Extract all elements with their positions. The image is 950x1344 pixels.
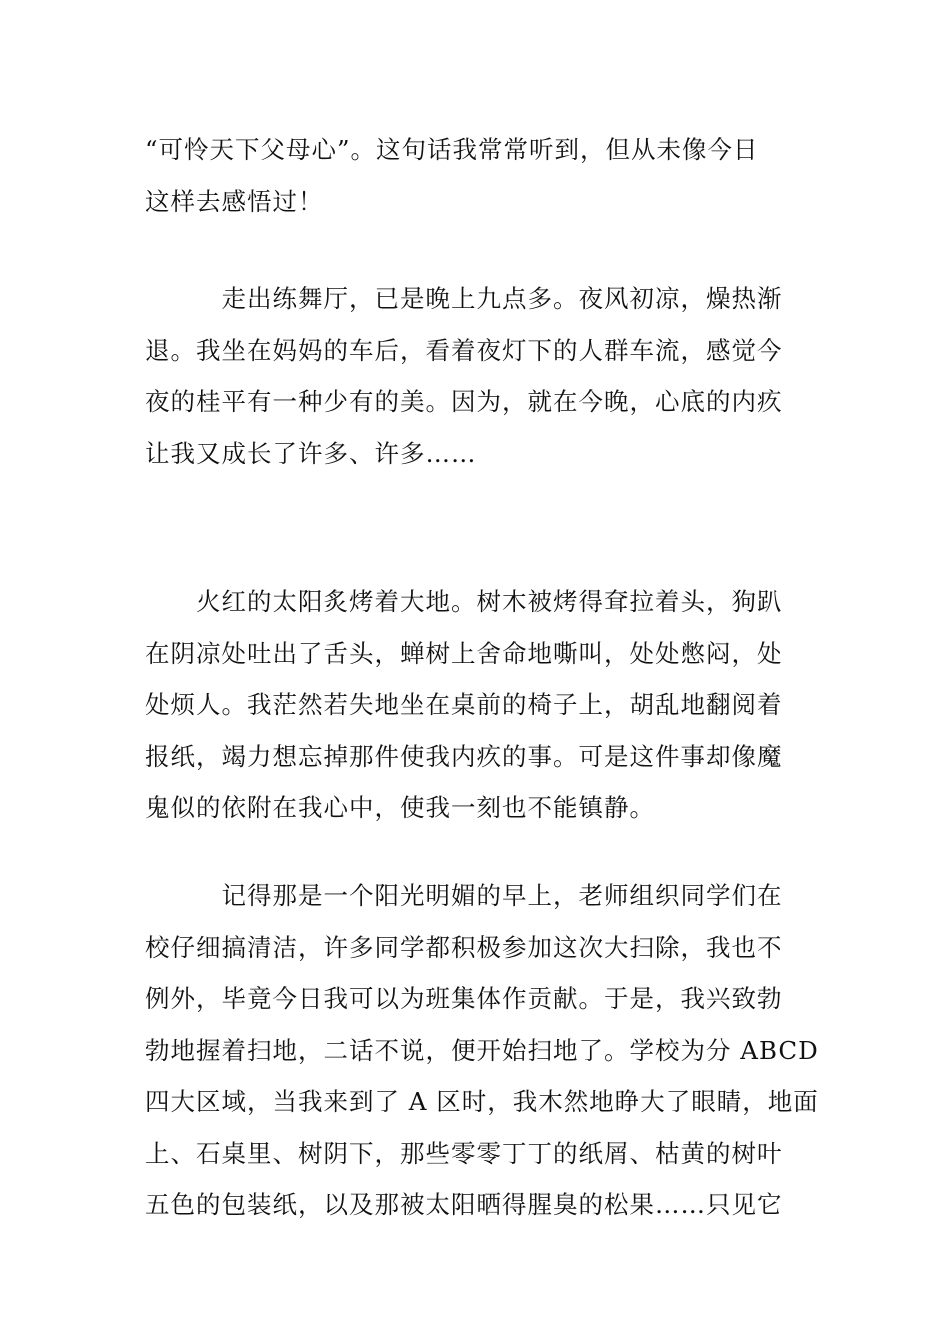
- paragraph-line: 记得那是一个阳光明媚的早上，老师组织同学们在: [145, 881, 783, 910]
- paragraph-line: 处烦人。我茫然若失地坐在桌前的椅子上，胡乱地翻阅着: [145, 690, 783, 719]
- paragraph-line: 四大区域，当我来到了 A 区时，我木然地睁大了眼睛，地面: [145, 1087, 819, 1116]
- paragraph-line: 在阴凉处吐出了舌头，蝉树上舍命地嘶叫，处处憋闷，处: [145, 638, 783, 668]
- paragraph-2: [145, 273, 783, 479]
- paragraph-line: 鬼似的依附在我心中，使我一刻也不能镇静。: [145, 793, 655, 822]
- paragraph-line: 校仔细搞清洁，许多同学都积极参加这次大扫除，我也不: [145, 932, 783, 962]
- paragraph-line: 走出练舞厅，已是晚上九点多。夜风初凉，燥热渐: [145, 284, 783, 313]
- paragraph-line: 让我又成长了许多、许多……: [145, 438, 477, 468]
- paragraph-4: [145, 870, 819, 1231]
- paragraph-1: [145, 124, 759, 227]
- paragraph-3: [145, 576, 783, 834]
- paragraph-line: 五色的包装纸，以及那被太阳晒得腥臭的松果……只见它: [145, 1190, 783, 1219]
- paragraph-line: 这样去感悟过！: [145, 186, 324, 216]
- paragraph-line: 勃地握着扫地，二话不说，便开始扫地了。学校为分 ABCD: [145, 1035, 819, 1065]
- paragraph-line: 报纸，竭力想忘掉那件使我内疚的事。可是这件事却像魔: [145, 741, 783, 771]
- paragraph-line: 火红的太阳炙烤着大地。树木被烤得耷拉着头，狗趴: [145, 587, 783, 616]
- paragraph-line: 例外，毕竟今日我可以为班集体作贡献。于是，我兴致勃: [145, 984, 783, 1013]
- paragraph-line: “可怜天下父母心”。这句话我常常听到，但从未像今日: [145, 135, 759, 164]
- paragraph-line: 上、石桌里、树阴下，那些零零丁丁的纸屑、枯黄的树叶: [145, 1138, 783, 1168]
- paragraph-line: 夜的桂平有一种少有的美。因为，就在今晚，心底的内疚: [145, 387, 783, 416]
- paragraph-line: 退。我坐在妈妈的车后，看着夜灯下的人群车流，感觉今: [145, 335, 783, 365]
